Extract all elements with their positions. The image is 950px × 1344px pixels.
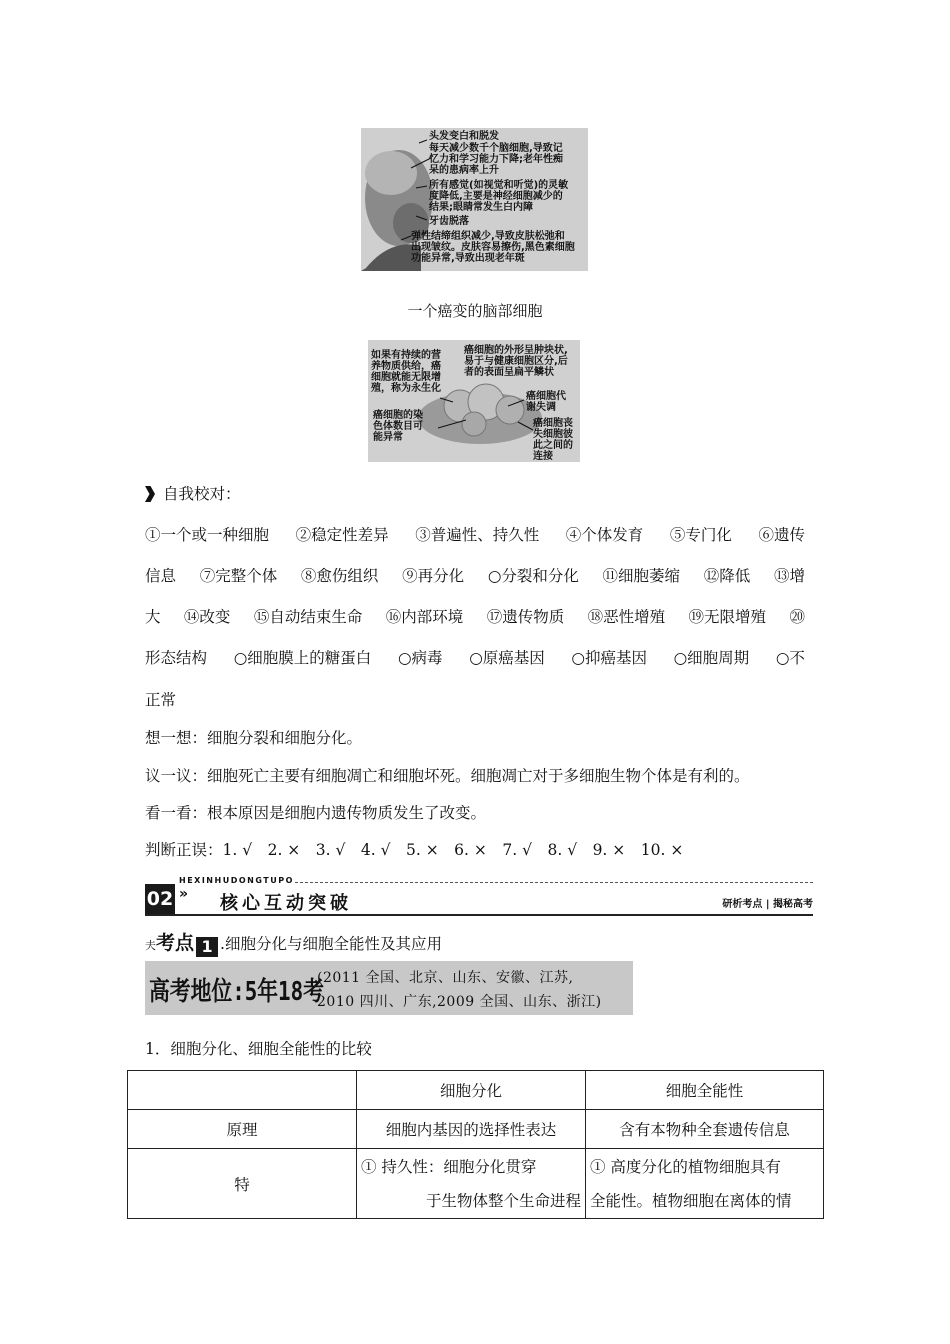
table-cell — [586, 1149, 824, 1219]
figure2-label: 养物质供给，癌 — [371, 361, 441, 372]
answer-item: ⑧愈伤组织 — [300, 567, 379, 585]
table-cell: 细胞内基因的选择性表达 — [357, 1110, 586, 1149]
figure1-label: 呆的患病率上升 — [429, 165, 499, 176]
gaokao-big-label: 高考地位:5年18考 — [149, 977, 324, 1007]
think-line: 想一想：细胞分裂和细胞分化。 — [145, 729, 363, 747]
table-row — [128, 1110, 824, 1149]
table-header-cell: 细胞分化 — [357, 1071, 586, 1110]
table-cell: 原理 — [128, 1110, 357, 1149]
figure2-label: 失细胞彼 — [533, 429, 573, 440]
kaodian-heading — [145, 928, 442, 957]
figure1-label: 每天减少数千个脑细胞,导致记 — [429, 143, 563, 154]
kaodian-title: .细胞分化与细胞全能性及其应用 — [220, 935, 442, 953]
table-cell: 含有本物种全套遗传信息 — [586, 1110, 824, 1149]
self-check-heading — [145, 484, 241, 504]
answer-item: 信息 — [145, 567, 177, 585]
look-line: 看一看：根本原因是细胞内遗传物质发生了改变。 — [145, 804, 487, 822]
aging-figure — [361, 128, 588, 271]
answer-item: ○原癌基因 — [469, 649, 545, 667]
kaodian-number: 1 — [196, 937, 218, 957]
answer-item: ①一个或一种细胞 — [145, 526, 270, 544]
figure1-label: 忆力和学习能力下降;老年性痴 — [429, 154, 563, 165]
answer-item: ⑬增 — [773, 567, 805, 585]
figure2-label: 癌细胞代 — [526, 391, 566, 402]
figure-caption: 一个癌变的脑部细胞 — [407, 302, 543, 320]
self-check-line-4 — [145, 648, 805, 668]
figure1-label: 功能异常,导致出现老年斑 — [411, 253, 525, 264]
answer-item: ○细胞膜上的糖蛋白 — [233, 649, 372, 667]
table-row — [128, 1149, 824, 1219]
answer-item: ⑱恶性增殖 — [587, 608, 666, 626]
answer-item: ⑦完整个体 — [199, 567, 278, 585]
answer-item: ⑥遗传 — [758, 526, 805, 544]
bookmark-icon — [145, 486, 155, 502]
answer-item: ○分裂和分化 — [487, 567, 579, 585]
table-cell-line: ① 持久性：细胞分化贯穿 — [361, 1157, 537, 1176]
answer-item: ⑪细胞萎缩 — [602, 567, 681, 585]
answer-item: 形态结构 — [145, 649, 208, 667]
table-cell: 特 — [128, 1149, 357, 1219]
table-cell-line: 全能性。植物细胞在离体的情 — [590, 1191, 792, 1210]
answer-item: ⑳ — [789, 608, 805, 626]
answer-item: ○不 — [775, 649, 805, 667]
chevron-icon: » — [179, 886, 189, 902]
table-cell — [357, 1149, 586, 1219]
gaokao-status-banner — [145, 961, 633, 1015]
answer-item: ⑲无限增殖 — [688, 608, 767, 626]
answer-item: 大 — [145, 608, 161, 626]
figure1-label: 弹性结缔组织减少,导致皮肤松弛和 — [411, 231, 565, 242]
answer-item: ○抑癌基因 — [571, 649, 647, 667]
figure2-label: 癌细胞的外形呈肿块状, — [464, 345, 568, 356]
answer-item: ⑤专门化 — [669, 526, 732, 544]
figure2-label: 色体数目可 — [373, 421, 423, 432]
answer-item: ⑨再分化 — [402, 567, 465, 585]
kaodian-label: 考点 — [156, 932, 195, 954]
judge-line: 判断正误：1. √ 2. × 3. √ 4. √ 5. × 6. × 7. √ 8. √ 9. × 10. × — [145, 841, 684, 859]
figure1-label: 头发变白和脱发 — [429, 131, 499, 142]
figure1-label: 结果;眼睛常发生白内障 — [429, 202, 533, 213]
gaokao-line-2: 2010 四川、广东,2009 全国、山东、浙江) — [317, 994, 602, 1010]
figure1-label: 出现皱纹。皮肤容易擦伤,黑色素细胞 — [411, 242, 575, 253]
figure2-label: 癌细胞丧 — [533, 418, 573, 429]
self-check-line-3 — [145, 607, 805, 627]
figure2-label: 此之间的 — [533, 440, 573, 451]
figure2-label: 癌细胞的染 — [373, 410, 423, 421]
section-header — [145, 878, 813, 916]
figure2-label: 者的表面呈扁平鳞状 — [464, 367, 554, 378]
self-check-line-5: 正常 — [145, 691, 177, 709]
section-dash-line — [295, 882, 813, 883]
answer-item: ○病毒 — [397, 649, 443, 667]
subsection-heading: 1．细胞分化、细胞全能性的比较 — [145, 1040, 372, 1058]
answer-item: ⑮自动结束生命 — [253, 608, 363, 626]
answer-item: ②稳定性差异 — [295, 526, 389, 544]
figure2-label: 能异常 — [373, 432, 403, 443]
section-number: 02 — [145, 884, 175, 914]
figure2-label: 谢失调 — [526, 402, 556, 413]
kaodian-prefix: 夫 — [145, 939, 156, 952]
table-header-cell: 细胞全能性 — [586, 1071, 824, 1110]
table-header-cell — [128, 1071, 357, 1110]
answer-item: ⑰遗传物质 — [486, 608, 565, 626]
answer-item: ⑯内部环境 — [385, 608, 464, 626]
figure1-label: 牙齿脱落 — [429, 216, 469, 227]
answer-item: ④个体发育 — [565, 526, 644, 544]
self-check-title: 自我校对： — [163, 485, 241, 503]
section-subtitle: 研析考点 | 揭秘高考 — [722, 899, 813, 910]
section-title: 核心互动突破 — [220, 893, 352, 914]
table-cell-line: ① 高度分化的植物细胞具有 — [590, 1157, 781, 1176]
table-cell-line: 于生物体整个生命进程 — [425, 1191, 581, 1210]
cancer-cell-figure — [368, 340, 580, 462]
gaokao-line-1: (2011 全国、北京、山东、安徽、江苏, — [317, 970, 574, 986]
figure1-label: 度降低,主要是神经细胞减少的 — [429, 191, 563, 202]
answer-item: ⑭改变 — [183, 608, 231, 626]
self-check-line-1 — [145, 525, 805, 545]
section-pinyin: HEXINHUDONGTUPO — [179, 876, 294, 885]
answer-item: ○细胞周期 — [673, 649, 750, 667]
answer-item: ⑫降低 — [703, 567, 751, 585]
figure1-label: 所有感觉(如视觉和听觉)的灵敏 — [429, 180, 569, 191]
figure2-label: 连接 — [533, 451, 553, 462]
self-check-line-2 — [145, 566, 805, 586]
figure2-label: 殖，称为永生化 — [371, 383, 441, 394]
figure2-label: 易于与健康细胞区分,后 — [464, 356, 568, 367]
figure2-label: 细胞就能无限增 — [371, 372, 441, 383]
comparison-table — [127, 1070, 824, 1219]
section-rule — [145, 914, 813, 916]
figure2-label: 如果有持续的营 — [371, 350, 441, 361]
discuss-line: 议一议：细胞死亡主要有细胞凋亡和细胞坏死。细胞凋亡对于多细胞生物个体是有利的。 — [145, 767, 750, 785]
table-header-row — [128, 1071, 824, 1110]
answer-item: ③普遍性、持久性 — [415, 526, 540, 544]
